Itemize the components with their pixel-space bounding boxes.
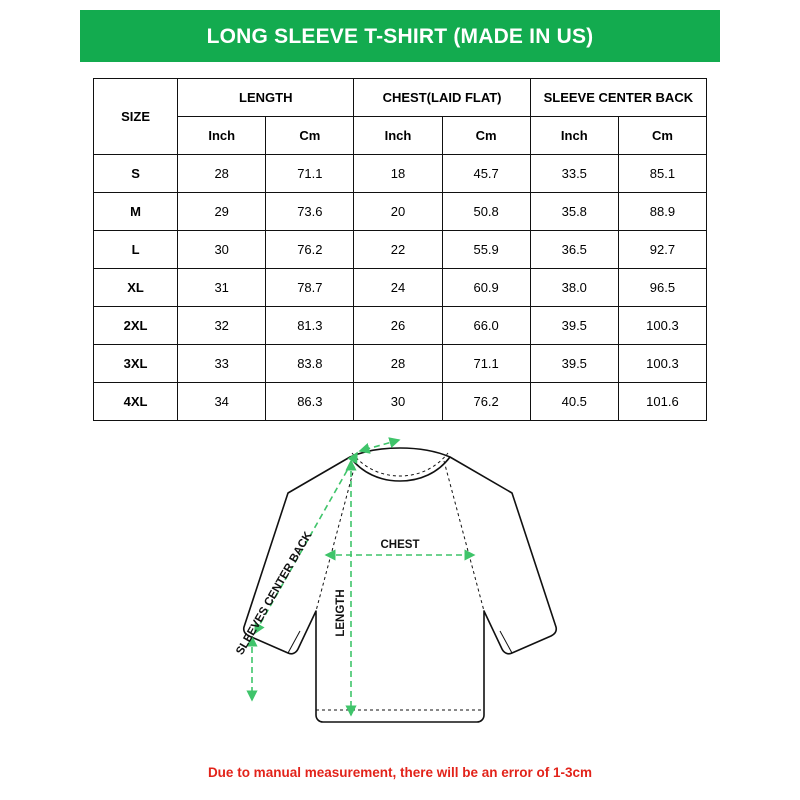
- cell-length-inch: 30: [178, 231, 266, 269]
- measurement-disclaimer: Due to manual measurement, there will be an error of 1-3cm: [207, 765, 593, 780]
- cell-sleeve-inch: 39.5: [530, 345, 618, 383]
- cell-chest-inch: 22: [354, 231, 442, 269]
- table-unit-row: [94, 117, 707, 155]
- cell-sleeve-cm: 92.7: [618, 231, 706, 269]
- size-table-body: [94, 155, 707, 421]
- unit-chest-cm: Cm: [442, 117, 530, 155]
- cell-chest-cm: 50.8: [442, 193, 530, 231]
- unit-length-inch: Inch: [178, 117, 266, 155]
- row-size: XL: [94, 269, 178, 307]
- header-length: LENGTH: [178, 79, 354, 117]
- cell-length-cm: 73.6: [266, 193, 354, 231]
- cell-sleeve-inch: 33.5: [530, 155, 618, 193]
- cell-length-cm: 86.3: [266, 383, 354, 421]
- cell-chest-inch: 18: [354, 155, 442, 193]
- table-row: [94, 345, 707, 383]
- cell-length-inch: 34: [178, 383, 266, 421]
- garment-diagram: [0, 415, 800, 745]
- cell-sleeve-cm: 96.5: [618, 269, 706, 307]
- cell-sleeve-cm: 100.3: [618, 345, 706, 383]
- table-row: [94, 307, 707, 345]
- cell-length-cm: 71.1: [266, 155, 354, 193]
- shirt-outline-icon: [244, 448, 557, 722]
- cell-length-inch: 32: [178, 307, 266, 345]
- cell-length-cm: 76.2: [266, 231, 354, 269]
- unit-chest-inch: Inch: [354, 117, 442, 155]
- row-size: S: [94, 155, 178, 193]
- cell-sleeve-cm: 88.9: [618, 193, 706, 231]
- row-size: 4XL: [94, 383, 178, 421]
- row-size: M: [94, 193, 178, 231]
- table-row: [94, 269, 707, 307]
- header-chest: CHEST(LAID FLAT): [354, 79, 530, 117]
- row-size: L: [94, 231, 178, 269]
- cell-length-cm: 78.7: [266, 269, 354, 307]
- length-label: LENGTH: [335, 589, 347, 637]
- cell-length-inch: 28: [178, 155, 266, 193]
- cell-chest-cm: 60.9: [442, 269, 530, 307]
- table-row: [94, 155, 707, 193]
- cell-length-inch: 31: [178, 269, 266, 307]
- chest-label: CHEST: [380, 539, 420, 551]
- cell-chest-inch: 30: [354, 383, 442, 421]
- header-size: SIZE: [94, 79, 178, 155]
- cell-sleeve-inch: 35.8: [530, 193, 618, 231]
- cell-length-inch: 33: [178, 345, 266, 383]
- unit-sleeve-inch: Inch: [530, 117, 618, 155]
- sleeve-measure-arrow: [252, 440, 399, 700]
- cell-chest-cm: 55.9: [442, 231, 530, 269]
- header-banner: [80, 10, 720, 62]
- table-row: [94, 231, 707, 269]
- cell-chest-inch: 26: [354, 307, 442, 345]
- cell-chest-cm: 66.0: [442, 307, 530, 345]
- cell-chest-inch: 24: [354, 269, 442, 307]
- header-sleeve: SLEEVE CENTER BACK: [530, 79, 706, 117]
- cell-length-inch: 29: [178, 193, 266, 231]
- cell-sleeve-cm: 101.6: [618, 383, 706, 421]
- cell-length-cm: 81.3: [266, 307, 354, 345]
- size-table-container: [93, 78, 707, 421]
- sleeve-label: SLEEVES CENTER BACK: [234, 529, 315, 658]
- cell-sleeve-inch: 36.5: [530, 231, 618, 269]
- cell-sleeve-inch: 38.0: [530, 269, 618, 307]
- cell-sleeve-cm: 85.1: [618, 155, 706, 193]
- cell-chest-inch: 20: [354, 193, 442, 231]
- unit-sleeve-cm: Cm: [618, 117, 706, 155]
- row-size: 2XL: [94, 307, 178, 345]
- cell-chest-cm: 76.2: [442, 383, 530, 421]
- cell-length-cm: 83.8: [266, 345, 354, 383]
- cell-sleeve-cm: 100.3: [618, 307, 706, 345]
- cell-chest-cm: 45.7: [442, 155, 530, 193]
- row-size: 3XL: [94, 345, 178, 383]
- unit-length-cm: Cm: [266, 117, 354, 155]
- table-row: [94, 193, 707, 231]
- cell-sleeve-inch: 40.5: [530, 383, 618, 421]
- cell-sleeve-inch: 39.5: [530, 307, 618, 345]
- page-title: LONG SLEEVE T-SHIRT (MADE IN US): [206, 24, 594, 48]
- table-group-header-row: [94, 79, 707, 117]
- cell-chest-cm: 71.1: [442, 345, 530, 383]
- size-table: [93, 78, 707, 421]
- cell-chest-inch: 28: [354, 345, 442, 383]
